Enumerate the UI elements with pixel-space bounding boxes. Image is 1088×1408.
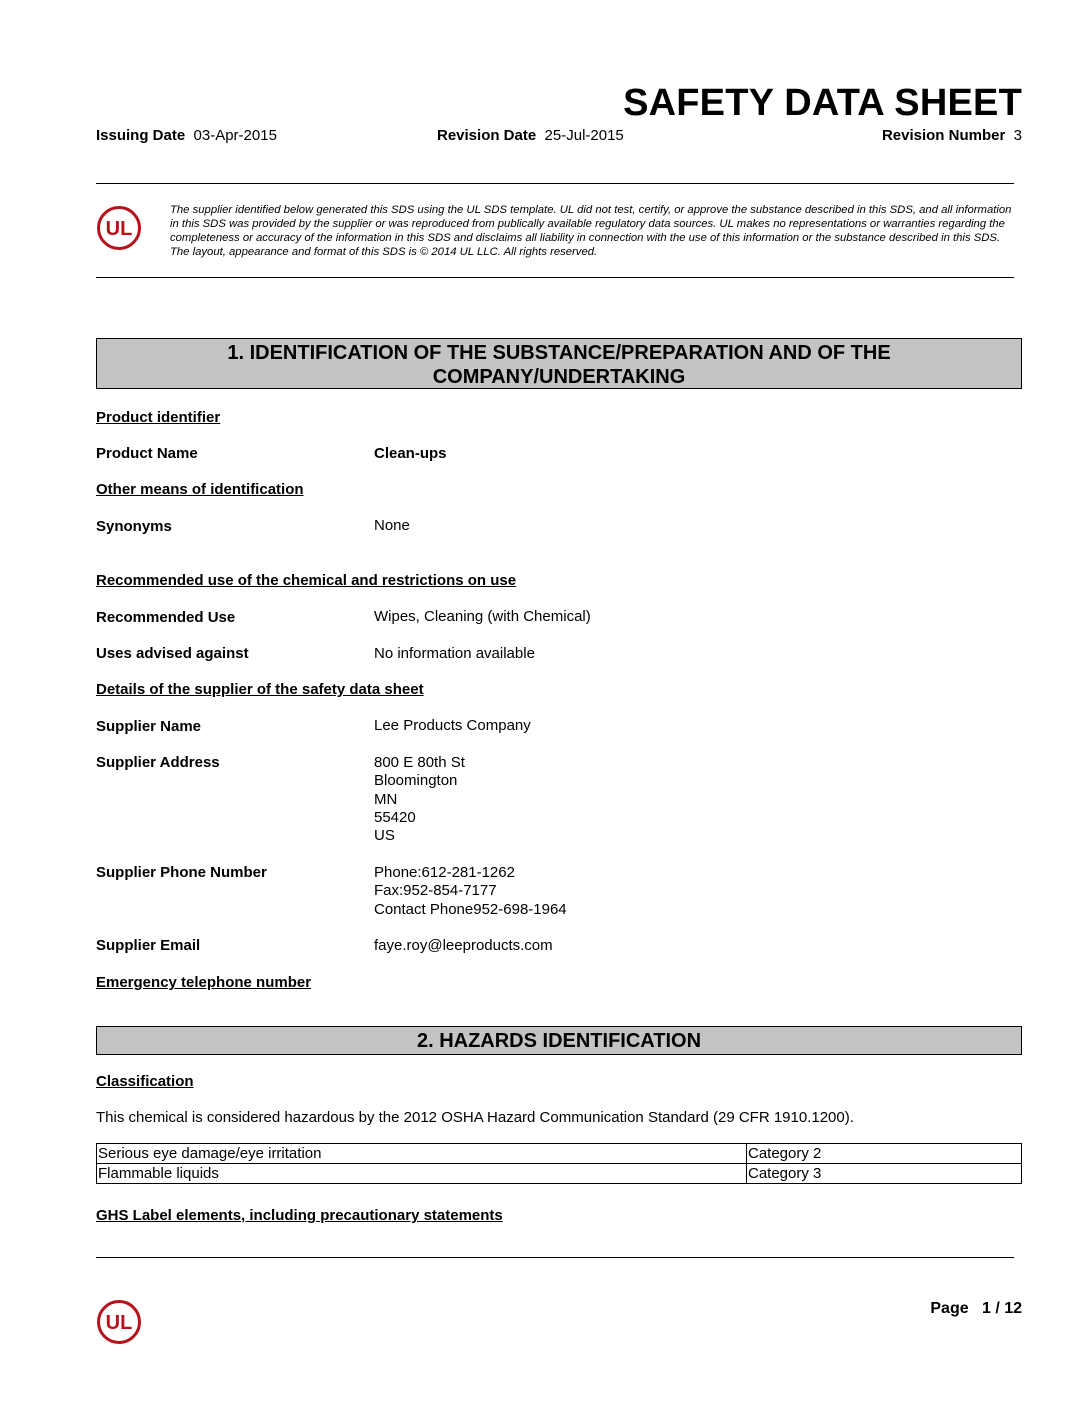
supplier-phone-label: Supplier Phone Number	[96, 864, 267, 881]
footer-rule	[96, 1257, 1014, 1258]
revision-date	[437, 127, 624, 144]
supplier-address-label: Supplier Address	[96, 754, 220, 771]
uses-advised-against-value: No information available	[374, 645, 535, 662]
recommended-use-value: Wipes, Cleaning (with Chemical)	[374, 608, 591, 625]
revision-date-label: Revision Date	[437, 127, 537, 144]
svg-text:UL: UL	[105, 218, 133, 240]
supplier-email-value: faye.roy@leeproducts.com	[374, 937, 553, 954]
uses-advised-against-label: Uses advised against	[96, 645, 249, 662]
section-1-header	[96, 338, 1022, 389]
hazard-name-cell: Flammable liquids	[97, 1164, 747, 1184]
revision-date-value: 25-Jul-2015	[544, 127, 624, 144]
revision-number-label: Revision Number	[881, 127, 1006, 144]
classification-heading: Classification	[96, 1073, 194, 1090]
section-2-header	[96, 1026, 1022, 1055]
recommended-use-label: Recommended Use	[96, 609, 236, 626]
hazard-classification-table	[96, 1143, 1022, 1184]
page-number	[930, 1300, 1022, 1318]
ul-logo-footer	[96, 1299, 142, 1345]
disclaimer-rule	[96, 277, 1014, 278]
synonyms-value: None	[374, 517, 410, 534]
other-means-heading: Other means of identification	[96, 481, 304, 498]
supplier-phone-value: Phone:612-281-1262 Fax:952-854-7177 Contact Phone952-698-1964	[374, 864, 567, 918]
supplier-details-heading: Details of the supplier of the safety data sheet	[96, 681, 424, 698]
supplier-email-label: Supplier Email	[96, 937, 201, 954]
hazard-name-cell: Serious eye damage/eye irritation	[97, 1144, 747, 1164]
svg-text:UL: UL	[105, 1312, 133, 1334]
product-identifier-heading: Product identifier	[96, 409, 221, 426]
product-name-label: Product Name	[96, 445, 198, 462]
ghs-label-heading: GHS Label elements, including precautionary statements	[96, 1207, 503, 1224]
section-1-title-line1: 1. IDENTIFICATION OF THE SUBSTANCE/PREPARATION AND OF THE	[227, 342, 891, 364]
synonyms-label: Synonyms	[96, 518, 172, 535]
issuing-date-value: 03-Apr-2015	[193, 127, 277, 144]
disclaimer-text: The supplier identified below generated this SDS using the UL SDS template. UL did not test, certify, or approve the substance described in this SDS, and all information in this SDS was provided by the supplier or was reproduced from publically available regulatory data sources. UL makes no representations or warranties regarding the completeness or accuracy of the information in this SDS and disclaims all liability in connection with the use of this information or the substance described in this SDS. The layout, appearance and format of this SDS is © 2014 UL LLC. All rights reserved.	[170, 204, 1012, 258]
revision-number-value: 3	[1013, 127, 1022, 144]
classification-text: This chemical is considered hazardous by the 2012 OSHA Hazard Communication Standard (29 CFR 1910.1200).	[96, 1109, 854, 1126]
header-rule	[96, 183, 1014, 184]
ul-logo	[96, 205, 142, 251]
table-row	[97, 1144, 1022, 1164]
hazard-category-cell: Category 2	[747, 1144, 1022, 1164]
table-row	[97, 1164, 1022, 1184]
document-title: SAFETY DATA SHEET	[623, 82, 1022, 124]
supplier-name-label: Supplier Name	[96, 718, 202, 735]
issuing-date-label: Issuing Date	[96, 127, 186, 144]
page-value: 1 / 12	[981, 1300, 1022, 1317]
issuing-date	[96, 127, 277, 144]
product-name-value: Clean-ups	[374, 445, 447, 462]
emergency-phone-heading: Emergency telephone number	[96, 974, 312, 991]
section-2-title: 2. HAZARDS IDENTIFICATION	[416, 1030, 702, 1052]
revision-number	[882, 127, 1022, 144]
supplier-name-value: Lee Products Company	[374, 717, 531, 734]
recommended-use-heading: Recommended use of the chemical and restrictions on use	[96, 572, 517, 589]
page-label: Page	[930, 1300, 969, 1317]
section-1-title-line2: COMPANY/UNDERTAKING	[432, 366, 686, 388]
hazard-category-cell: Category 3	[747, 1164, 1022, 1184]
supplier-address-value: 800 E 80th St Bloomington MN 55420 US	[374, 754, 465, 845]
